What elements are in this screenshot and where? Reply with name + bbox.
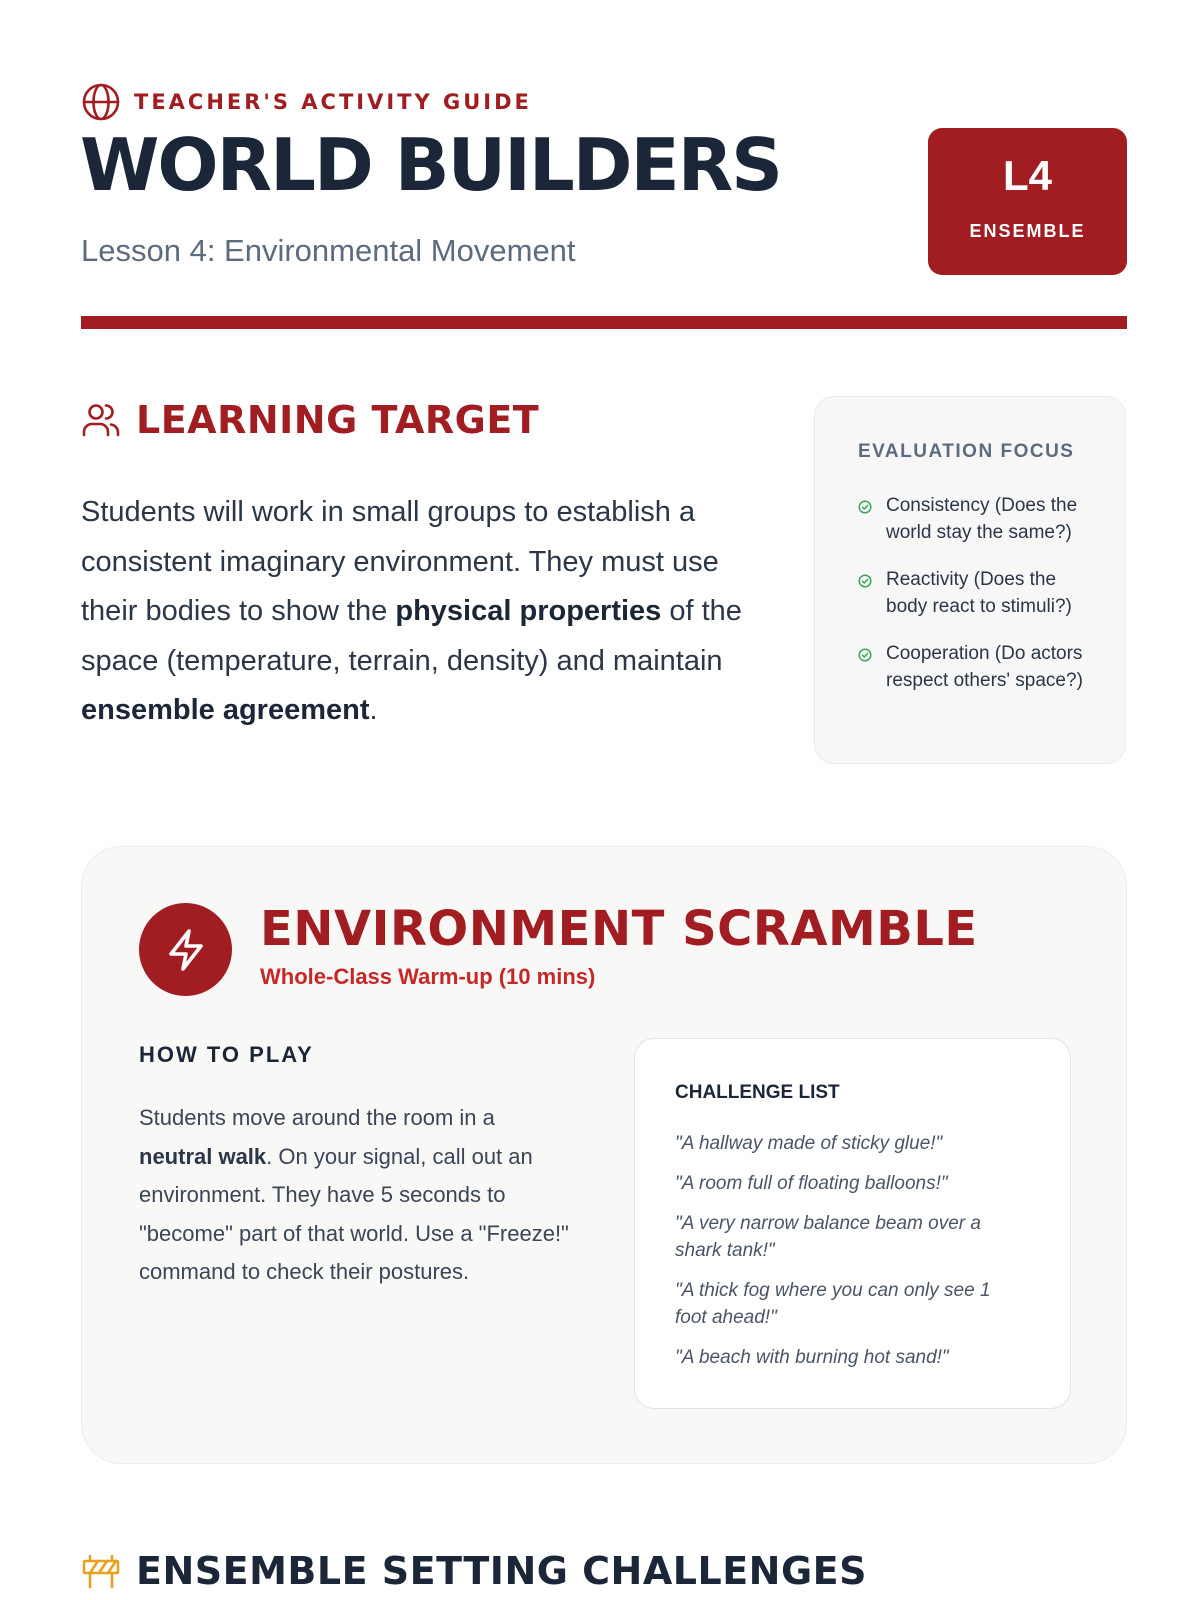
learning-target-text: Students will work in small groups to establish a consistent imaginary environment. They must use their bodies to show the (81, 496, 719, 627)
evaluation-focus-item (858, 492, 1098, 546)
scramble-title: ENVIRONMENT SCRAMBLE (260, 901, 978, 957)
badge-label: ENSEMBLE (969, 221, 1086, 241)
evaluation-focus-text: Cooperation (Do actors respect others' space?) (886, 643, 1083, 691)
challenge-list-heading: CHALLENGE LIST (675, 1082, 840, 1103)
how-to-play-text: Students move around the room in a (139, 1105, 495, 1130)
lesson-subtitle: Lesson 4: Environmental Movement (81, 233, 576, 268)
eyebrow-label: TEACHER'S ACTIVITY GUIDE (134, 90, 532, 114)
evaluation-focus-text: Consistency (Does the world stay the same?) (886, 495, 1078, 543)
learning-target-text: . (369, 694, 378, 726)
how-to-play-heading: HOW TO PLAY (139, 1042, 314, 1067)
guide-eyebrow (81, 82, 532, 122)
challenge-item: "A very narrow balance beam over a shark tank!" (675, 1213, 981, 1261)
learning-target-header (81, 398, 539, 442)
ensemble-challenges-header (81, 1549, 867, 1593)
challenge-list-card (634, 1038, 1071, 1409)
environment-scramble-card (81, 846, 1127, 1464)
ensemble-challenges-heading: ENSEMBLE SETTING CHALLENGES (136, 1549, 867, 1593)
evaluation-focus-list (858, 492, 1098, 714)
check-circle-icon (858, 648, 872, 662)
learning-target-emphasis: ensemble agreement (81, 694, 370, 726)
evaluation-focus-card (814, 396, 1126, 764)
learning-target-heading: LEARNING TARGET (136, 398, 540, 442)
learning-target-body (81, 488, 761, 736)
evaluation-focus-item (858, 566, 1098, 620)
learning-target-text: of the space (temperature, terrain, density) and maintain (81, 595, 742, 677)
evaluation-focus-heading: EVALUATION FOCUS (858, 441, 1075, 462)
badge-code: L4 (1002, 152, 1052, 199)
users-icon (81, 400, 121, 440)
challenge-item: "A room full of floating balloons!" (675, 1173, 948, 1194)
challenge-item: "A thick fog where you can only see 1 foot ahead!" (675, 1280, 991, 1328)
header-divider (81, 316, 1127, 329)
globe-icon (81, 82, 121, 122)
how-to-play-emphasis: neutral walk (139, 1143, 267, 1169)
challenge-item: "A hallway made of sticky glue!" (675, 1133, 943, 1154)
evaluation-focus-text: Reactivity (Does the body react to stimuli?) (886, 569, 1072, 617)
check-circle-icon (858, 574, 872, 588)
how-to-play-text: . On your signal, call out an environment. They have 5 seconds to "become" part of that world. Use a "Freeze!" command to check their postures. (139, 1143, 569, 1284)
lightning-icon (139, 903, 232, 996)
scramble-subtitle: Whole-Class Warm-up (10 mins) (260, 964, 596, 989)
page-title: WORLD BUILDERS (80, 123, 782, 207)
challenge-list (675, 1130, 1020, 1384)
lesson-badge (928, 128, 1127, 275)
barrier-icon (81, 1551, 121, 1591)
check-circle-icon (858, 500, 872, 514)
learning-target-emphasis: physical properties (395, 595, 662, 627)
challenge-item: "A beach with burning hot sand!" (675, 1347, 949, 1368)
evaluation-focus-item (858, 640, 1098, 694)
how-to-play-body (139, 1099, 569, 1292)
